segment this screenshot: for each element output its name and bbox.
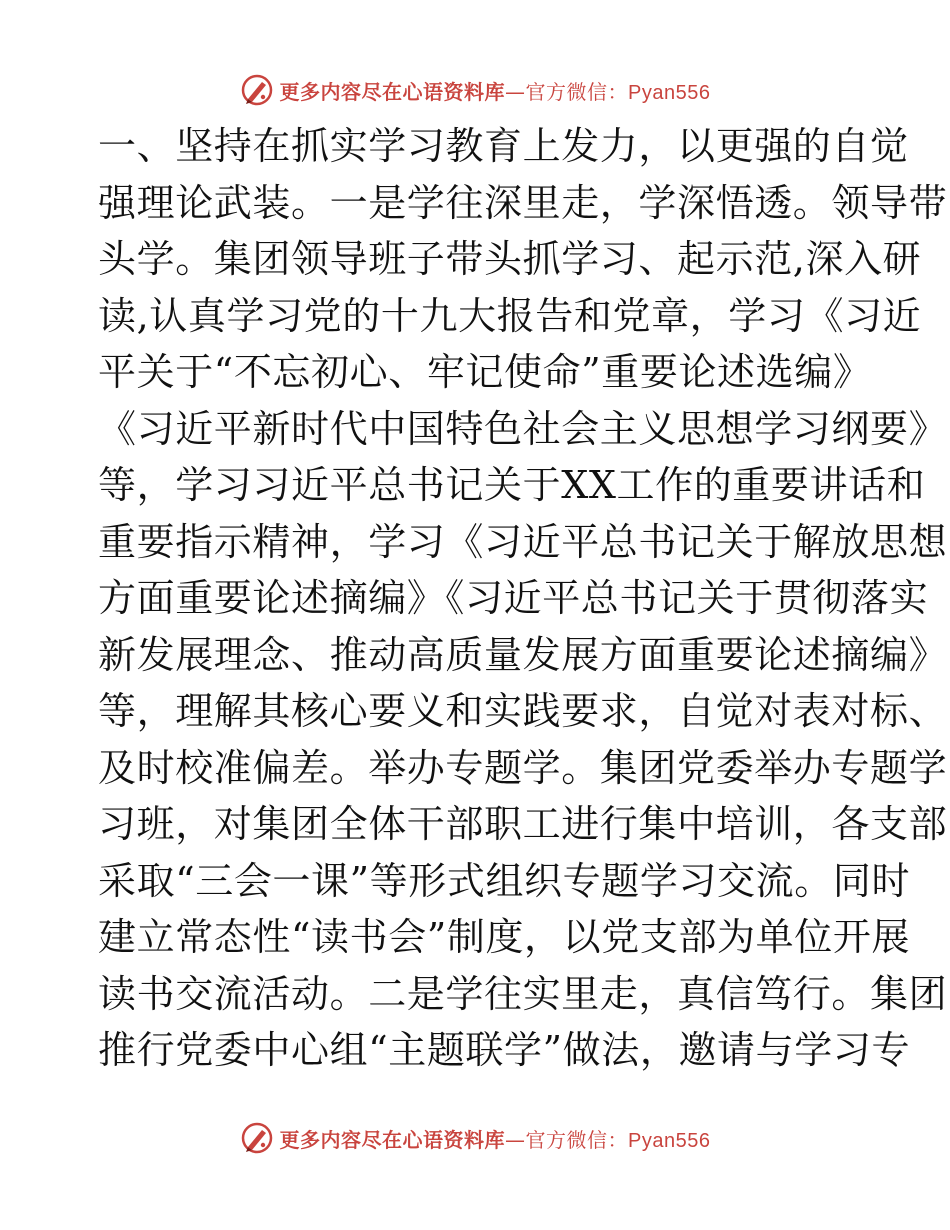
text-line: 头学。集团领导班子带头抓学习、起示范,深入研 <box>98 237 922 281</box>
text-line: 强理论武装。一是学往深里走，学深悟透。领导带 <box>98 180 948 225</box>
watermark-dash: — <box>505 1127 526 1152</box>
watermark-contact-label: 官方微信： <box>525 79 629 104</box>
watermark-text <box>280 76 711 105</box>
pen-logo-icon <box>240 73 274 107</box>
document-body <box>98 118 948 1079</box>
text-line: 方面重要论述摘编》《习近平总书记关于贯彻落实 <box>98 576 929 620</box>
text-line: 一、坚持在抓实学习教育上发力，以更强的自觉 <box>98 124 909 168</box>
text-line: 等，理解其核心要义和实践要求，自觉对表对标、 <box>98 689 948 733</box>
watermark-contact-id: Pyan556 <box>628 1129 711 1152</box>
text-line: 读书交流活动。二是学往实里走，真信笃行。集团 <box>98 971 948 1016</box>
watermark-contact-id: Pyan556 <box>628 81 711 104</box>
text-line: 平关于“不忘初心、牢记使命”重要论述选编》 <box>98 350 872 394</box>
text-line: 《习近平新时代中国特色社会主义思想学习纲要》 <box>98 406 948 451</box>
watermark-contact-label: 官方微信： <box>525 1127 629 1152</box>
footer-watermark <box>0 1118 950 1158</box>
text-line: 采取“三会一课”等形式组织专题学习交流。同时 <box>98 858 911 903</box>
text-line: 推行党委中心组“主题联学”做法，邀请与学习专 <box>98 1028 911 1072</box>
watermark-brand: 更多内容尽在心语资料库 <box>279 79 506 104</box>
text-line: 及时校准偏差。举办专题学。集团党委举办专题学 <box>98 745 948 790</box>
text-line: 新发展理念、推动高质量发展方面重要论述摘编》 <box>98 632 948 677</box>
pen-logo-icon <box>240 1121 274 1155</box>
text-line: 读,认真学习党的十九大报告和党章，学习《习近 <box>98 293 922 338</box>
text-line: 等，学习习近平总书记关于XX工作的重要讲话和 <box>98 463 926 507</box>
text-line: 重要指示精神，学习《习近平总书记关于解放思想 <box>98 519 948 564</box>
watermark-brand: 更多内容尽在心语资料库 <box>279 1127 506 1152</box>
watermark-dash: — <box>505 79 526 104</box>
text-line: 建立常态性“读书会”制度，以党支部为单位开展 <box>98 915 911 959</box>
watermark-text <box>280 1124 711 1153</box>
header-watermark <box>0 70 950 110</box>
text-line: 习班，对集团全体干部职工进行集中培训，各支部 <box>98 802 948 846</box>
